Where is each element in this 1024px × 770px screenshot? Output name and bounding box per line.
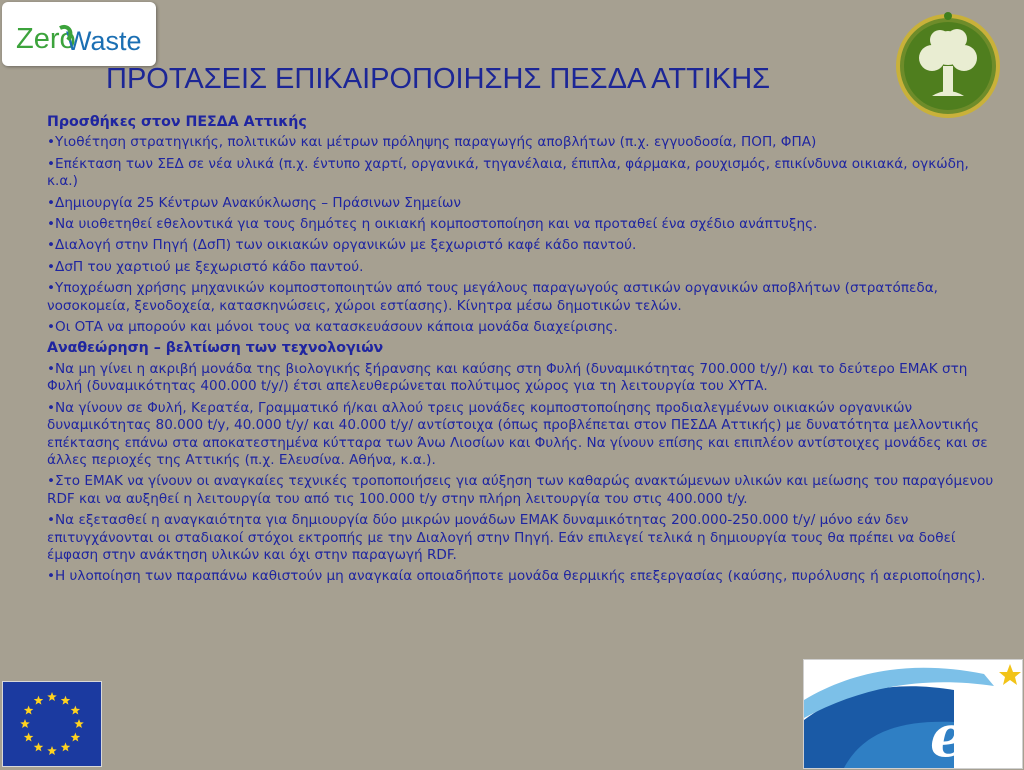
eu-star-icon [61,742,71,751]
section-heading-additions: Προσθήκες στον ΠΕΣΔΑ Αττικής [47,114,307,130]
list-item: •Να υιοθετηθεί εθελοντικά για τους δημότες η οικιακή κομποστοποίηση και να προταθεί ένα σχέδιο ανάπτυξης. [47,216,818,233]
eu-stars [3,682,101,766]
star-icon [999,664,1021,685]
list-item: •Διαλογή στην Πηγή (ΔσΠ) των οικιακών οργανικών με ξεχωριστό καφέ κάδο παντού. [47,237,637,254]
eu-star-icon [24,733,34,742]
list-item: •Στο ΕΜΑΚ να γίνουν οι αναγκαίες τεχνικές τροποποιήσεις για αύξηση των καθαρώς ανακτώμενων υλικών και μείωσης του παραγόμενου RDF και να αυξηθεί η λειτουργία του από τις 100.000 t/y στην πλήρη λειτουργία του στις 400.000 t/y. [47,473,994,507]
list-item: •Επέκταση των ΣΕΔ σε νέα υλικά (π.χ. έντυπο χαρτί, οργανικά, τηγανέλαια, έπιπλα, φάρμακα, ρουχισμός, επικίνδυνα οικιακά, ογκώδη, κ.α.) [47,155,969,190]
list-item: •ΔσΠ του χαρτιού με ξεχωριστό κάδο παντού. [47,258,364,275]
eu-star-icon [71,706,81,715]
list-item: •Να εξετασθεί η αναγκαιότητα για δημιουργία δύο μικρών μονάδων ΕΜΑΚ δυναμικότητας 200.000-250.000 t/y/ μόνο εάν δεν επιτυγχάνονται οι σταδιακοί στόχοι εκτροπής με την Διαλογή στην Πηγή. Εάν επιλεγεί τελικά η δημιουργία τους θα πρέπει να δοθεί έμφαση στην ανάκτηση υλικών και όχι στην παραγωγή RDF. [47,512,956,563]
med-logo-text: ed [930,702,1008,768]
list-item: •Οι ΟΤΑ να μπορούν και μόνοι τους να κατασκευάσουν κάποια μονάδα διαχείρισης. [47,319,618,336]
list-item: •Η υλοποίηση των παραπάνω καθιστούν μη αναγκαία οποιαδήποτε μονάδα θερμικής επεξεργασίας (καύσης, πυρόλυσης ή αεριοποίησης). [47,568,986,585]
zero-waste-logo-zero: Zero [16,23,76,55]
eu-star-icon [20,719,30,728]
list-item: •Υιοθέτηση στρατηγικής, πολιτικών και μέτρων πρόληψης παραγωγής αποβλήτων (π.χ. εγγυοδοσία, ΠΟΠ, ΦΠΑ) [47,134,817,151]
zero-waste-logo-waste: Waste [66,26,142,56]
eu-star-icon [74,719,84,728]
eu-star-icon [24,706,34,715]
list-item: •Να μη γίνει η ακριβή μονάδα της βιολογικής ξήρανσης και καύσης στη Φυλή (δυναμικότητας 700.000 t/y/) και το δεύτερο ΕΜΑΚ στη Φυλή (δυναμικότητας 400.000 t/y/) έτσι απελευθερώνεται πολύτιμος χώρος για τη λειτουργία του ΧΥΤΑ. [47,360,968,395]
eu-star-icon [34,742,44,751]
eu-star-icon [71,733,81,742]
slide-body [47,114,997,590]
list-item: •Υποχρέωση χρήσης μηχανικών κομποστοποιητών από τους μεγάλους παραγωγούς αστικών οργανικών αποβλήτων (στρατόπεδα, νοσοκομεία, ξενοδοχεία, κατασκηνώσεις, χώροι εστίασης). Κίνητρα μέσω δημοτικών τελών. [47,280,938,314]
list-item: •Να γίνουν σε Φυλή, Κερατέα, Γραμματικό ή/και αλλού τρεις μονάδες κομποστοποίησης προδιαλεγμένων οικιακών οργανικών δυναμικότητας 80.000 t/y, 40.000 t/y/ και 40.000 t/y/ αντίστοιχα (όπως προβλέπεται στον ΠΕΣΔΑ Αττικής) με δυνατότητα μελλοντικής επέκτασης επάνω στα αποκατεστημένα κύτταρα των Άνω Λιοσίων και Φυλής. Να γίνουν επίσης και επιπλέον αντίστοιχες μονάδες και σε άλλες περιοχές της Αττικής (π.χ. Ελευσίνα. Αθήνα, κ.α.). [47,399,988,468]
zero-waste-logo [2,2,156,66]
eu-star-icon [34,696,44,705]
list-item: •Δημιουργία 25 Κέντρων Ανακύκλωσης – Πράσινων Σημείων [47,194,462,211]
med-programme-logo [803,659,1023,769]
eu-flag-icon [2,681,102,767]
section-heading-technologies: Αναθεώρηση – βελτίωση των τεχνολογιών [47,340,384,357]
slide-title: ΠΡΟΤΑΣΕΙΣ ΕΠΙΚΑΙΡΟΠΟΙΗΣΗΣ ΠΕΣΔΑ ΑΤΤΙΚΗΣ [106,63,771,95]
eu-star-icon [61,696,71,705]
eu-star-icon [47,692,57,701]
eu-star-icon [47,746,57,755]
